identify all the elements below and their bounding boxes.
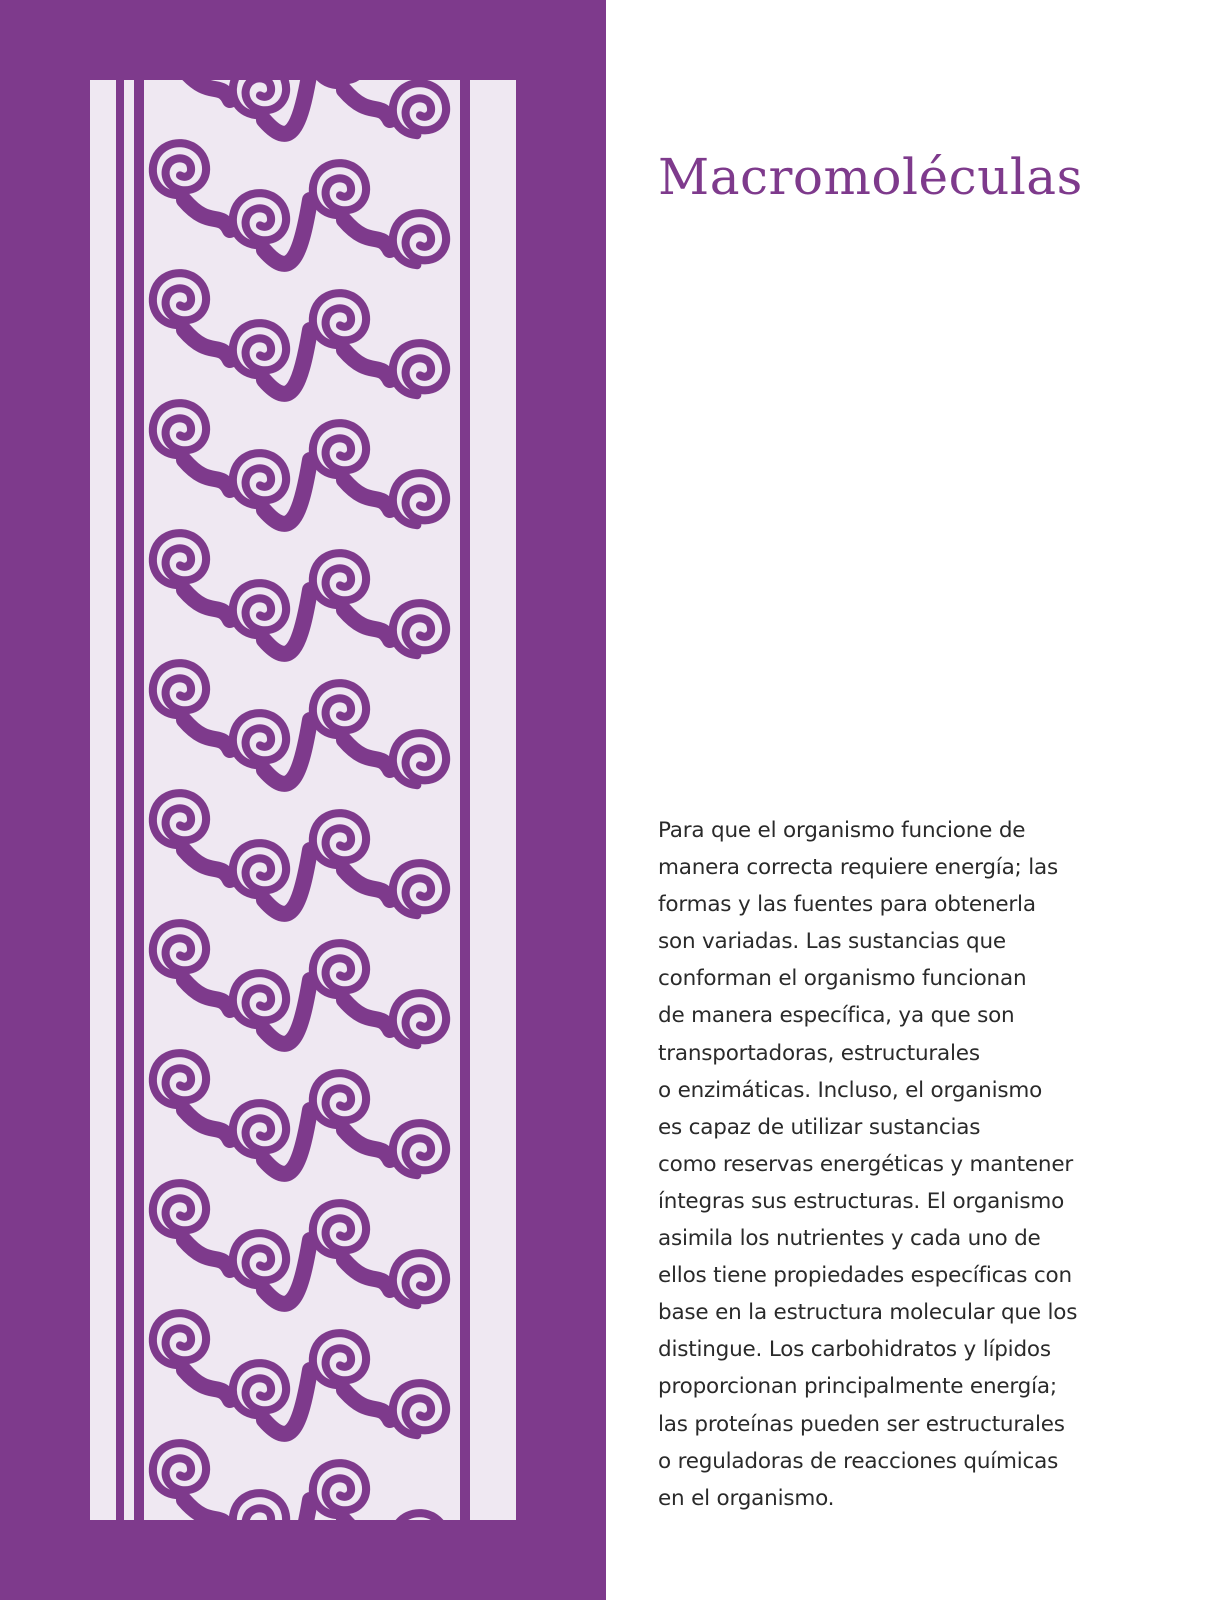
spiral-motif	[313, 813, 366, 865]
paragraph-line: Para que el organismo funcione de	[658, 818, 1026, 843]
page-title: Macromoléculas	[658, 148, 1083, 206]
ornament-rail-left-inner	[134, 80, 144, 1520]
paragraph-line: conforman el organismo funcionan	[658, 966, 1027, 992]
spiral-motif	[153, 663, 206, 715]
paragraph-line: manera correcta requiere energía; las	[658, 855, 1058, 881]
spiral-motif	[393, 343, 446, 395]
scroll-connector	[344, 90, 390, 120]
scroll-connector	[184, 590, 230, 620]
scroll-connector	[184, 200, 230, 230]
spiral-scroll-group	[153, 80, 446, 1520]
scroll-connector	[344, 1260, 390, 1290]
paragraph-line: asimila los nutrientes y cada uno de	[658, 1226, 1041, 1252]
paragraph-line: en el organismo.	[658, 1485, 835, 1511]
scroll-connector	[184, 1370, 230, 1400]
scroll-connector	[184, 850, 230, 880]
spiral-motif	[153, 1443, 206, 1495]
spiral-motif	[393, 603, 446, 655]
text-panel	[606, 0, 1214, 1600]
spiral-motif	[153, 1313, 206, 1365]
ornament-rail-right	[460, 80, 470, 1520]
paragraph-line: base en la estructura molecular que los	[658, 1300, 1078, 1326]
scroll-connector	[344, 1390, 390, 1420]
ornament-band	[90, 80, 516, 1520]
spiral-motif	[313, 1073, 366, 1125]
scroll-connector	[344, 870, 390, 900]
spiral-motif	[233, 843, 286, 895]
spiral-motif	[153, 403, 206, 455]
spiral-motif	[233, 973, 286, 1025]
spiral-motif	[233, 1103, 286, 1155]
spiral-motif	[233, 323, 286, 375]
spiral-motif	[153, 273, 206, 325]
spiral-motif	[393, 1253, 446, 1305]
spiral-motif	[313, 1463, 366, 1515]
spiral-motif	[393, 83, 446, 135]
spiral-motif	[393, 993, 446, 1045]
spiral-motif	[233, 583, 286, 635]
paragraph-line: las proteínas pueden ser estructurales	[658, 1411, 1065, 1437]
spiral-motif	[313, 1203, 366, 1255]
paragraph-line: son variadas. Las sustancias que	[658, 929, 1006, 955]
spiral-motif	[153, 1183, 206, 1235]
spiral-motif	[153, 793, 206, 845]
spiral-motif	[313, 293, 366, 345]
paragraph-line: proporcionan principalmente energía;	[658, 1374, 1057, 1400]
spiral-motif	[313, 683, 366, 735]
paragraph-line: de manera específica, ya que son	[658, 1003, 1015, 1029]
spiral-motif	[313, 80, 366, 85]
paragraph-line: transportadoras, estructurales	[658, 1040, 980, 1066]
scroll-connector	[344, 1130, 390, 1160]
spiral-motif	[393, 1123, 446, 1175]
spiral-motif	[233, 453, 286, 505]
spiral-motif	[153, 143, 206, 195]
paragraph-line: como reservas energéticas y mantener	[658, 1151, 1074, 1177]
spiral-motif	[393, 1513, 446, 1520]
scroll-connector	[184, 980, 230, 1010]
paragraph-line: o enzimáticas. Incluso, el organismo	[658, 1077, 1043, 1103]
spiral-motif	[153, 1053, 206, 1105]
scroll-connector	[344, 1000, 390, 1030]
scroll-connector	[184, 1110, 230, 1140]
scroll-connector	[184, 460, 230, 490]
scroll-connector	[344, 740, 390, 770]
spiral-motif	[233, 1363, 286, 1415]
spiral-scroll-pattern-icon	[90, 80, 516, 1520]
scroll-connector	[184, 1500, 230, 1520]
scroll-connector	[344, 220, 390, 250]
scroll-connector	[184, 1240, 230, 1270]
spiral-motif	[153, 533, 206, 585]
paragraph-line: ellos tiene propiedades específicas con	[658, 1263, 1072, 1289]
body-paragraph	[658, 812, 1158, 1517]
paragraph-line: o reguladoras de reacciones químicas	[658, 1448, 1059, 1474]
spiral-motif	[313, 423, 366, 475]
paragraph-line: formas y las fuentes para obtenerla	[658, 892, 1036, 918]
spiral-motif	[233, 713, 286, 765]
scroll-connector	[184, 80, 230, 100]
scroll-connector	[184, 330, 230, 360]
paragraph-line: íntegras sus estructuras. El organismo	[658, 1188, 1065, 1214]
spiral-motif	[313, 553, 366, 605]
spiral-motif	[393, 473, 446, 525]
scroll-connector	[344, 610, 390, 640]
scroll-connector	[344, 350, 390, 380]
spiral-motif	[313, 163, 366, 215]
spiral-motif	[233, 1493, 286, 1520]
scroll-connector	[184, 720, 230, 750]
spiral-motif	[393, 733, 446, 785]
paragraph-line: distingue. Los carbohidratos y lípidos	[658, 1337, 1051, 1363]
spiral-motif	[393, 1383, 446, 1435]
spiral-motif	[313, 943, 366, 995]
scroll-connector	[344, 480, 390, 510]
spiral-motif	[313, 1333, 366, 1385]
spiral-motif	[393, 213, 446, 265]
decorative-panel	[0, 0, 606, 1600]
spiral-motif	[393, 863, 446, 915]
spiral-motif	[233, 1233, 286, 1285]
ornament-rail-left-outer	[116, 80, 124, 1520]
spiral-motif	[233, 193, 286, 245]
spiral-motif	[233, 80, 286, 115]
spiral-motif	[153, 923, 206, 975]
paragraph-line: es capaz de utilizar sustancias	[658, 1114, 981, 1140]
